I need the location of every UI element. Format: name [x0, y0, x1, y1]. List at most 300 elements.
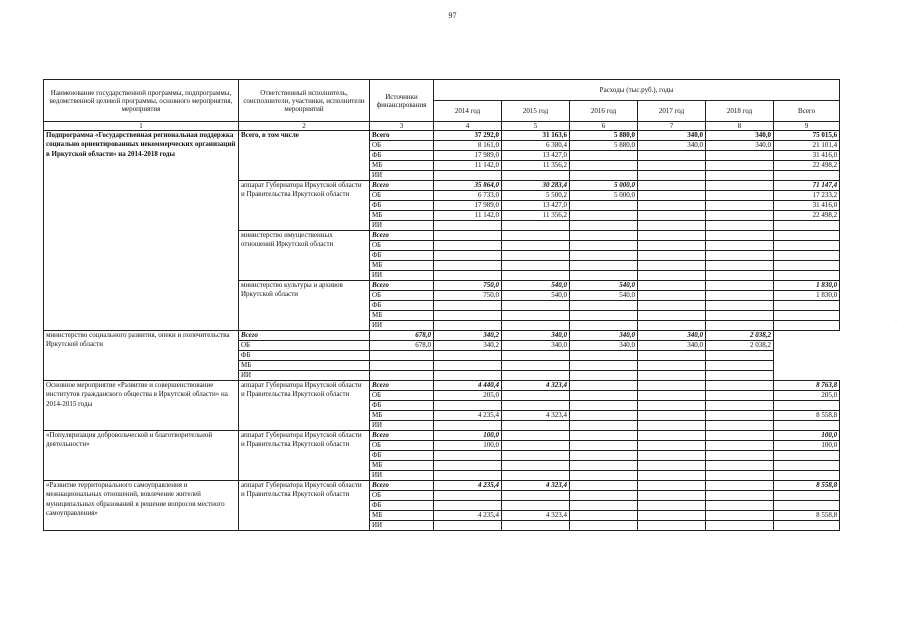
cell-total [774, 451, 840, 461]
cell-value [434, 231, 502, 241]
cell-value: 6 380,4 [502, 141, 570, 151]
cell-value [638, 231, 706, 241]
cell-value [502, 241, 570, 251]
cell-value [706, 521, 774, 531]
cell-executor: министерство культуры и архивов Иркутской области [239, 281, 370, 331]
cell-value [570, 421, 638, 431]
cell-value: 678,0 [370, 341, 434, 351]
cell-total [774, 501, 840, 511]
cell-value: 340,0 [638, 141, 706, 151]
cell-value [638, 511, 706, 521]
cell-value [638, 471, 706, 481]
cell-value: 4 323,4 [502, 381, 570, 391]
cell-value [570, 351, 638, 361]
cell-value: 340,2 [434, 331, 502, 341]
cell-total [774, 251, 840, 261]
cell-value: 340,0 [638, 131, 706, 141]
cell-value [502, 521, 570, 531]
cell-value: 17 989,0 [434, 201, 502, 211]
cell-value [502, 251, 570, 261]
cell-value [638, 201, 706, 211]
cell-value [502, 421, 570, 431]
cell-value [502, 401, 570, 411]
cell-program-name: Основное мероприятие «Развитие и совершенствование институтов гражданского общества в Иркутской области» на 2014-2015 годы [44, 381, 239, 431]
cell-source: МБ [370, 261, 434, 271]
header-year: 2018 год [706, 101, 774, 122]
cell-value [638, 451, 706, 461]
cell-source: ИИ [370, 421, 434, 431]
cell-value [502, 171, 570, 181]
cell-value [434, 261, 502, 271]
cell-source: ФБ [370, 501, 434, 511]
cell-value [570, 221, 638, 231]
cell-value: 750,0 [434, 281, 502, 291]
column-number: 1 [44, 122, 239, 131]
cell-value [638, 491, 706, 501]
cell-executor: министерство имущественных отношений Иркутской области [239, 231, 370, 281]
cell-value [570, 151, 638, 161]
cell-value [570, 491, 638, 501]
cell-value [638, 461, 706, 471]
cell-value [370, 361, 434, 371]
cell-value: 11 142,0 [434, 161, 502, 171]
cell-value: 11 142,0 [434, 211, 502, 221]
cell-value: 4 440,4 [434, 381, 502, 391]
cell-value [638, 211, 706, 221]
cell-value [570, 161, 638, 171]
cell-value [638, 291, 706, 301]
cell-total [706, 361, 774, 371]
cell-value [638, 481, 706, 491]
cell-value [638, 351, 706, 361]
column-number: 5 [502, 122, 570, 131]
cell-source: ОБ [370, 491, 434, 501]
cell-value: 540,0 [502, 291, 570, 301]
header-year: 2015 год [502, 101, 570, 122]
cell-value [706, 321, 774, 331]
cell-value [638, 501, 706, 511]
cell-value [502, 451, 570, 461]
cell-value [706, 501, 774, 511]
cell-value [434, 321, 502, 331]
cell-program-name: Подпрограмма «Государственная региональная поддержка социально ориентированных некоммерческих организаций в Иркутской области» на 2014-2018 годы [44, 131, 239, 331]
cell-value: 100,0 [434, 431, 502, 441]
cell-value [638, 221, 706, 231]
cell-source: МБ [239, 361, 370, 371]
column-number: 3 [370, 122, 434, 131]
cell-value [502, 371, 570, 381]
cell-value [638, 411, 706, 421]
cell-source: Всего [370, 481, 434, 491]
cell-value: 340,0 [570, 331, 638, 341]
cell-value [502, 231, 570, 241]
cell-value [570, 371, 638, 381]
cell-total: 1 830,0 [774, 291, 840, 301]
cell-value [706, 401, 774, 411]
cell-value [638, 181, 706, 191]
cell-value: 340,0 [706, 131, 774, 141]
cell-value [706, 211, 774, 221]
table-header [44, 80, 840, 131]
cell-value [706, 441, 774, 451]
cell-source: ФБ [370, 401, 434, 411]
cell-value [434, 241, 502, 251]
cell-total [774, 401, 840, 411]
cell-value [638, 191, 706, 201]
cell-value: 5 500,2 [502, 191, 570, 201]
cell-value: 17 989,0 [434, 151, 502, 161]
cell-value [638, 281, 706, 291]
cell-value [502, 351, 570, 361]
cell-executor: Всего, в том числе [239, 131, 370, 181]
cell-source: Всего [239, 331, 370, 341]
cell-value [638, 361, 706, 371]
cell-value: 5 000,0 [570, 191, 638, 201]
cell-value [570, 471, 638, 481]
cell-total [774, 301, 840, 311]
cell-value [570, 481, 638, 491]
cell-value: 5 880,0 [570, 131, 638, 141]
cell-value [502, 361, 570, 371]
cell-value: 30 283,4 [502, 181, 570, 191]
cell-value [706, 191, 774, 201]
cell-value [570, 441, 638, 451]
cell-value [706, 461, 774, 471]
cell-source: ФБ [370, 301, 434, 311]
column-numbers-row [44, 122, 840, 131]
cell-total: 21 101,4 [774, 141, 840, 151]
table-row [44, 431, 840, 441]
header-year: 2017 год [638, 101, 706, 122]
expenses-table [43, 79, 840, 531]
cell-program-name: «Популяризация добровольческой и благотворительной деятельности» [44, 431, 239, 481]
cell-total: 71 147,4 [774, 181, 840, 191]
cell-value [638, 381, 706, 391]
cell-value: 4 235,4 [434, 411, 502, 421]
cell-value [434, 501, 502, 511]
cell-value [502, 441, 570, 451]
cell-value: 340,0 [638, 331, 706, 341]
table-row [44, 381, 840, 391]
cell-value [638, 401, 706, 411]
cell-value [706, 471, 774, 481]
cell-value [370, 371, 434, 381]
cell-value: 678,0 [370, 331, 434, 341]
cell-value [570, 411, 638, 421]
cell-total [774, 471, 840, 481]
cell-value: 340,0 [706, 141, 774, 151]
cell-value: 35 864,0 [434, 181, 502, 191]
cell-source: МБ [370, 161, 434, 171]
cell-value: 750,0 [434, 291, 502, 301]
cell-value: 5 880,0 [570, 141, 638, 151]
scan-mark: · [895, 318, 897, 324]
cell-value: 4 235,4 [434, 481, 502, 491]
cell-executor: аппарат Губернатора Иркутской области и Правительства Иркутской области [239, 181, 370, 231]
cell-value [706, 491, 774, 501]
cell-value [502, 301, 570, 311]
cell-executor: министерство социального развития, опеки и попечительства Иркутской области [44, 331, 239, 381]
cell-value: 8 161,0 [434, 141, 502, 151]
cell-value: 4 235,4 [434, 511, 502, 521]
cell-program-name: «Развитие территориального самоуправления и межнациональных отношений, вовлечение жителей муниципальных образований в решение вопросов местного самоуправления» [44, 481, 239, 531]
cell-value [434, 221, 502, 231]
cell-value: 340,0 [638, 341, 706, 351]
cell-value [434, 461, 502, 471]
cell-source: Всего [370, 131, 434, 141]
cell-total [774, 311, 840, 321]
cell-total [774, 271, 840, 281]
cell-source: МБ [370, 411, 434, 421]
cell-total [774, 461, 840, 471]
cell-total: 8 558,8 [774, 481, 840, 491]
cell-value [434, 361, 502, 371]
cell-value [638, 171, 706, 181]
cell-value [706, 261, 774, 271]
cell-value [570, 451, 638, 461]
cell-source: ОБ [370, 441, 434, 451]
cell-executor: аппарат Губернатора Иркутской области и Правительства Иркутской области [239, 381, 370, 431]
cell-value [706, 241, 774, 251]
cell-value [706, 251, 774, 261]
cell-value: 4 323,4 [502, 481, 570, 491]
cell-total [706, 371, 774, 381]
cell-value: 540,0 [570, 291, 638, 301]
cell-value [570, 311, 638, 321]
cell-value: 11 356,2 [502, 211, 570, 221]
cell-value [570, 321, 638, 331]
cell-total: 100,0 [774, 431, 840, 441]
cell-total [774, 321, 840, 331]
cell-value [638, 241, 706, 251]
cell-source: ФБ [239, 351, 370, 361]
cell-total: 2 038,2 [706, 341, 774, 351]
cell-value [502, 431, 570, 441]
cell-value [570, 271, 638, 281]
cell-value: 11 356,2 [502, 161, 570, 171]
cell-value [706, 411, 774, 421]
cell-total [774, 171, 840, 181]
cell-value [638, 151, 706, 161]
cell-value [570, 211, 638, 221]
cell-value: 4 323,4 [502, 511, 570, 521]
cell-value [706, 481, 774, 491]
cell-value [434, 401, 502, 411]
cell-value [706, 231, 774, 241]
cell-total: 1 830,0 [774, 281, 840, 291]
cell-total [706, 351, 774, 361]
cell-total [774, 491, 840, 501]
cell-value [502, 261, 570, 271]
cell-value [434, 351, 502, 361]
cell-value [638, 321, 706, 331]
cell-value [706, 391, 774, 401]
cell-value [502, 501, 570, 511]
cell-source: ИИ [370, 521, 434, 531]
cell-value [638, 311, 706, 321]
cell-value [706, 161, 774, 171]
cell-value [570, 261, 638, 271]
cell-value [434, 251, 502, 261]
cell-value [638, 371, 706, 381]
table-row [44, 481, 840, 491]
cell-executor: аппарат Губернатора Иркутской области и Правительства Иркутской области [239, 481, 370, 531]
cell-value [570, 201, 638, 211]
cell-value [706, 151, 774, 161]
cell-value: 205,0 [434, 391, 502, 401]
cell-value [706, 181, 774, 191]
cell-source: ИИ [370, 271, 434, 281]
cell-total: 2 038,2 [706, 331, 774, 341]
cell-value [570, 511, 638, 521]
cell-value [706, 201, 774, 211]
cell-value [706, 281, 774, 291]
cell-value [502, 491, 570, 501]
cell-total [774, 421, 840, 431]
cell-source: Всего [370, 231, 434, 241]
cell-total: 8 763,8 [774, 381, 840, 391]
cell-value [502, 271, 570, 281]
column-number: 4 [434, 122, 502, 131]
cell-value [502, 321, 570, 331]
cell-value [502, 311, 570, 321]
cell-total: 8 558,8 [774, 511, 840, 521]
cell-source: ФБ [370, 201, 434, 211]
cell-value [570, 521, 638, 531]
cell-value [706, 311, 774, 321]
table-body [44, 131, 840, 531]
cell-value: 340,0 [502, 341, 570, 351]
cell-source: Всего [370, 381, 434, 391]
table-row [44, 131, 840, 141]
cell-value: 31 163,6 [502, 131, 570, 141]
cell-value [570, 241, 638, 251]
cell-source: МБ [370, 211, 434, 221]
cell-total: 31 416,0 [774, 201, 840, 211]
cell-value [570, 301, 638, 311]
cell-value [570, 171, 638, 181]
cell-value [638, 391, 706, 401]
cell-value [706, 511, 774, 521]
cell-source: ФБ [370, 251, 434, 261]
cell-value [706, 271, 774, 281]
cell-value [570, 361, 638, 371]
cell-value [502, 391, 570, 401]
cell-value [570, 431, 638, 441]
column-number: 8 [706, 122, 774, 131]
cell-value [638, 261, 706, 271]
cell-value: 540,0 [570, 281, 638, 291]
cell-value [434, 301, 502, 311]
cell-total: 17 233,2 [774, 191, 840, 201]
cell-value [434, 421, 502, 431]
cell-value [706, 421, 774, 431]
cell-value [434, 371, 502, 381]
cell-executor: аппарат Губернатора Иркутской области и Правительства Иркутской области [239, 431, 370, 481]
cell-source: ФБ [370, 151, 434, 161]
cell-value [434, 311, 502, 321]
cell-value [638, 251, 706, 261]
cell-value: 13 427,0 [502, 151, 570, 161]
cell-value: 340,2 [434, 341, 502, 351]
cell-value [434, 451, 502, 461]
header-expenses: Расходы (тыс.руб.), годы [434, 80, 840, 101]
header-source: Источники финансирования [370, 80, 434, 122]
cell-value [706, 171, 774, 181]
cell-value: 540,0 [502, 281, 570, 291]
cell-value [638, 441, 706, 451]
cell-source: ИИ [370, 171, 434, 181]
cell-value [706, 451, 774, 461]
cell-total: 22 498,2 [774, 211, 840, 221]
cell-value: 4 323,4 [502, 411, 570, 421]
cell-value [570, 381, 638, 391]
header-year: 2014 год [434, 101, 502, 122]
cell-value: 6 733,0 [434, 191, 502, 201]
cell-value [434, 471, 502, 481]
table-row [44, 331, 840, 341]
cell-source: ОБ [370, 191, 434, 201]
cell-value: 100,0 [434, 441, 502, 451]
cell-value [706, 291, 774, 301]
cell-total: 8 558,8 [774, 411, 840, 421]
cell-total [774, 231, 840, 241]
cell-value [638, 271, 706, 281]
cell-source: ФБ [370, 451, 434, 461]
cell-total: 100,0 [774, 441, 840, 451]
column-number: 7 [638, 122, 706, 131]
cell-value [638, 161, 706, 171]
cell-source: ОБ [370, 241, 434, 251]
cell-source: ИИ [370, 321, 434, 331]
column-number: 2 [239, 122, 370, 131]
cell-value [370, 351, 434, 361]
cell-value [502, 471, 570, 481]
cell-value [502, 221, 570, 231]
column-number: 9 [774, 122, 840, 131]
cell-source: ОБ [370, 141, 434, 151]
cell-value [570, 251, 638, 261]
cell-total [774, 521, 840, 531]
cell-value: 340,0 [570, 341, 638, 351]
cell-value [706, 381, 774, 391]
cell-source: МБ [370, 511, 434, 521]
header-name: Наименование государственной программы, подпрограммы, ведомственной целевой программы, основного мероприятия, мероприятия [44, 80, 239, 122]
cell-total [774, 261, 840, 271]
cell-value [434, 521, 502, 531]
cell-total: 205,0 [774, 391, 840, 401]
header-total: Всего [774, 101, 840, 122]
cell-source: ОБ [370, 291, 434, 301]
cell-value: 5 000,0 [570, 181, 638, 191]
cell-source: ИИ [370, 221, 434, 231]
cell-total: 22 498,2 [774, 161, 840, 171]
cell-value [706, 431, 774, 441]
cell-value [638, 431, 706, 441]
page-number: 97 [448, 11, 457, 20]
cell-value [706, 221, 774, 231]
cell-source: Всего [370, 431, 434, 441]
cell-value: 37 292,0 [434, 131, 502, 141]
cell-value: 340,0 [502, 331, 570, 341]
cell-total [774, 221, 840, 231]
cell-total [774, 241, 840, 251]
cell-value [570, 501, 638, 511]
cell-source: ОБ [370, 391, 434, 401]
cell-total: 31 416,0 [774, 151, 840, 161]
cell-value [638, 301, 706, 311]
cell-value [638, 521, 706, 531]
